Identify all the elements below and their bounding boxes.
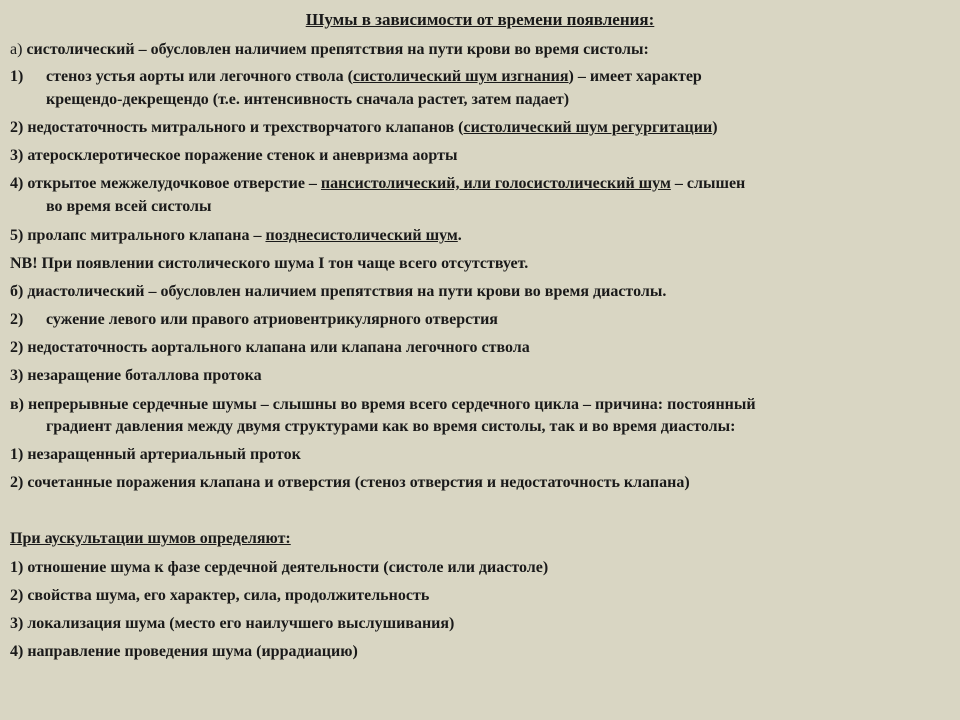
diastolic-item-2: 2) недостаточность аортального клапана или клапана легочного ствола	[10, 339, 530, 356]
systolic-item-5	[10, 225, 462, 247]
diastolic-header: б) диастолический – обусловлен наличием препятствия на пути крови во время диастолы.	[10, 283, 667, 300]
continuous-header-line-1: в) непрерывные сердечные шумы – слышны во время всего сердечного цикла – причина: постоянный	[10, 396, 756, 413]
auscultation-item-1: 1) отношение шума к фазе сердечной деятельности (систоле или диастоле)	[10, 559, 549, 576]
continuous-item-2: 2) сочетанные поражения клапана и отверстия (стеноз отверстия и недостаточность клапана)	[10, 474, 690, 491]
systolic-item-2-text-before: 2) недостаточность митрального и трехстворчатого клапанов (	[10, 119, 464, 136]
systolic-item-5-text-after: .	[457, 227, 462, 244]
systolic-item-2-underlined: систолический шум регургитации	[463, 119, 713, 136]
systolic-item-1-underlined: систолический шум изгнания	[352, 68, 569, 85]
systolic-item-4	[10, 173, 745, 195]
systolic-item-1-text-after: ) – имеет характер	[568, 68, 702, 85]
systolic-item-4-text-before: 4) открытое межжелудочковое отверстие –	[10, 175, 321, 192]
systolic-item-1-text-before: стеноз устья аорты или легочного ствола (	[46, 68, 353, 85]
systolic-item-3: 3) атеросклеротическое поражение стенок и аневризма аорты	[10, 147, 458, 164]
diastolic-item-1-num: 2)	[10, 311, 24, 328]
continuous-header-line-2: градиент давления между двумя структурами как во время систолы, так и во время диастолы:	[46, 418, 736, 435]
systolic-item-1-line-2: крещендо-декрещендо (т.е. интенсивность сначала растет, затем падает)	[46, 91, 570, 108]
systolic-item-4-line-2: во время всей систолы	[46, 198, 212, 215]
systolic-header	[10, 39, 649, 61]
systolic-item-2-text-after: )	[712, 119, 718, 136]
systolic-item-2	[10, 117, 718, 139]
page-title: Шумы в зависимости от времени появления:	[305, 10, 655, 29]
systolic-item-5-text-before: 5) пролапс митрального клапана –	[10, 227, 266, 244]
systolic-header-text: систолический – обусловлен наличием препятствия на пути крови во время систолы:	[26, 41, 649, 58]
systolic-item-4-text-after: – слышен	[670, 175, 746, 192]
diastolic-item-3: 3) незаращение боталлова протока	[10, 367, 262, 384]
auscultation-heading: При аускультации шумов определяют:	[10, 530, 291, 547]
diastolic-item-1-text: сужение левого или правого атриовентрикулярного отверстия	[46, 311, 498, 328]
continuous-item-1: 1) незаращенный артериальный проток	[10, 446, 301, 463]
auscultation-item-3: 3) локализация шума (место его наилучшего выслушивания)	[10, 615, 455, 632]
systolic-item-4-underlined: пансистолический, или голосистолический шум	[320, 175, 671, 192]
diastolic-item-1	[10, 309, 498, 331]
auscultation-item-2: 2) свойства шума, его характер, сила, продолжительность	[10, 587, 430, 604]
systolic-item-1-num: 1)	[10, 68, 24, 85]
systolic-item-1	[10, 66, 702, 88]
nb-note: NB! При появлении систолического шума I тон чаще всего отсутствует.	[10, 255, 529, 272]
systolic-item-5-underlined: позднесистолический шум	[265, 227, 458, 244]
systolic-header-prefix: а)	[10, 41, 27, 58]
auscultation-item-4: 4) направление проведения шума (иррадиацию)	[10, 643, 358, 660]
